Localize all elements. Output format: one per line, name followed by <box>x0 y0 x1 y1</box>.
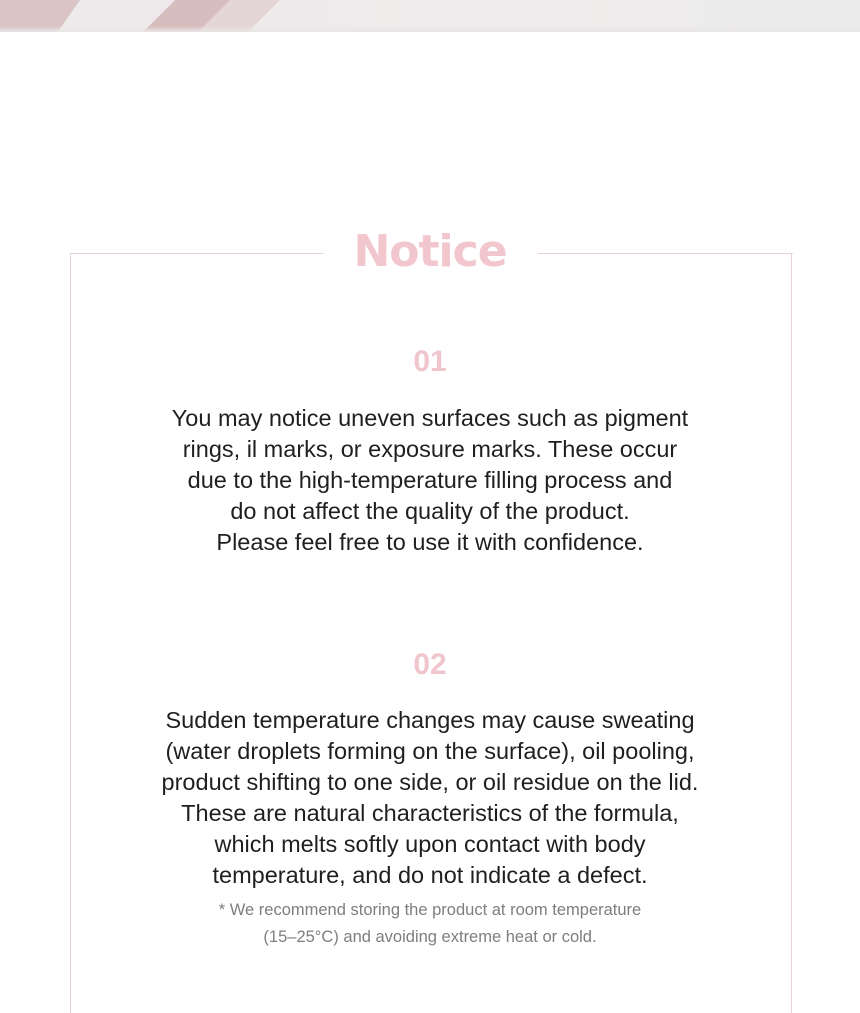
notice-frame-top-right-line <box>538 253 793 254</box>
notice-frame-top-left-line <box>70 253 324 254</box>
notice-item-number-01: 01 <box>413 345 447 378</box>
photo-bottom-shadow <box>0 26 860 32</box>
notice-item-text-02: Sudden temperature changes may cause sweating (water droplets forming on the surface), oil pooling, product shifting to one side, or oil residue on the lid. These are natural characteristics of the formula, which melts softly upon contact with body temperature, and do not indicate a defect. <box>161 707 699 888</box>
notice-item-number-02: 02 <box>413 648 447 681</box>
storage-footnote: * We recommend storing the product at room temperature (15–25°C) and avoiding extreme heat or cold. <box>218 901 642 946</box>
notice-item-text-01: You may notice uneven surfaces such as pigment rings, il marks, or exposure marks. These occur due to the high-temperature filling process and do not affect the quality of the product. Please feel free to use it with confidence. <box>171 405 689 555</box>
product-photo-strip <box>0 0 860 32</box>
notice-title: Notice <box>353 226 507 277</box>
